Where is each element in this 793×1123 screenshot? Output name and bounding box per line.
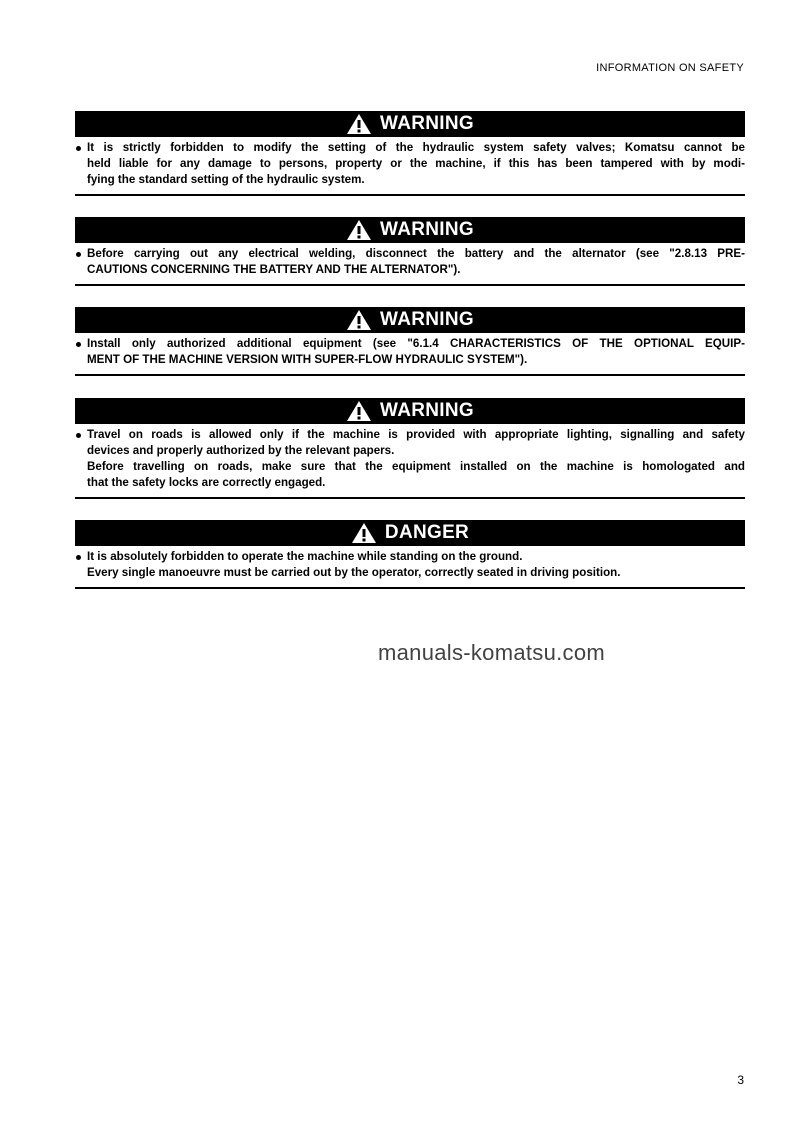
warning-block — [75, 307, 745, 376]
bullet-icon — [76, 252, 81, 257]
warning-triangle-icon — [346, 219, 372, 241]
warning-triangle-icon — [346, 113, 372, 135]
bullet-icon — [76, 342, 81, 347]
warning-banner — [75, 217, 745, 243]
body-line: Before travelling on roads, make sure that the equipment installed on the machine is homologated and — [87, 460, 745, 473]
body-line: Every single manoeuvre must be carried out by the operator, correctly seated in driving position. — [87, 566, 621, 579]
banner-label: WARNING — [380, 309, 474, 330]
warning-triangle-icon — [346, 309, 372, 331]
banner-label: DANGER — [384, 522, 470, 543]
warning-banner — [75, 111, 745, 137]
body-line: It is absolutely forbidden to operate the machine while standing on the ground. — [75, 549, 745, 565]
page-number: 3 — [737, 1073, 744, 1087]
bullet-icon — [76, 433, 81, 438]
bullet-icon — [76, 555, 81, 560]
body-line: that the safety locks are correctly engaged. — [87, 476, 326, 489]
body-line: MENT OF THE MACHINE VERSION WITH SUPER-FLOW HYDRAULIC SYSTEM"). — [87, 353, 528, 366]
danger-block — [75, 520, 745, 589]
warning-block — [75, 217, 745, 286]
body-line: Install only authorized additional equipment (see "6.1.4 CHARACTERISTICS OF THE OPTIONAL EQUIP- — [75, 336, 745, 352]
warning-triangle-icon — [346, 400, 372, 422]
banner-label: WARNING — [380, 219, 474, 240]
warning-triangle-icon — [351, 522, 377, 544]
bullet-icon — [76, 146, 81, 151]
danger-banner — [75, 520, 745, 546]
watermark: manuals-komatsu.com — [378, 640, 605, 665]
warning-block — [75, 398, 745, 499]
body-line: It is strictly forbidden to modify the setting of the hydraulic system safety valves; Komatsu cannot be — [75, 140, 745, 156]
warning-banner — [75, 307, 745, 333]
banner-label: WARNING — [380, 400, 474, 421]
body-line: CAUTIONS CONCERNING THE BATTERY AND THE ALTERNATOR"). — [87, 263, 461, 276]
body-line: Before carrying out any electrical welding, disconnect the battery and the alternator (see "2.8.13 PRE- — [75, 246, 745, 262]
body-line: Travel on roads is allowed only if the machine is provided with appropriate lighting, signalling and safety — [75, 427, 745, 443]
warning-banner — [75, 398, 745, 424]
running-header: INFORMATION ON SAFETY — [596, 62, 744, 74]
body-line: held liable for any damage to persons, property or the machine, if this has been tampered with by modi- — [87, 157, 745, 170]
body-line: devices and properly authorized by the relevant papers. — [87, 444, 395, 457]
warning-block — [75, 111, 745, 196]
body-line: fying the standard setting of the hydraulic system. — [87, 173, 365, 186]
banner-label: WARNING — [380, 113, 474, 134]
